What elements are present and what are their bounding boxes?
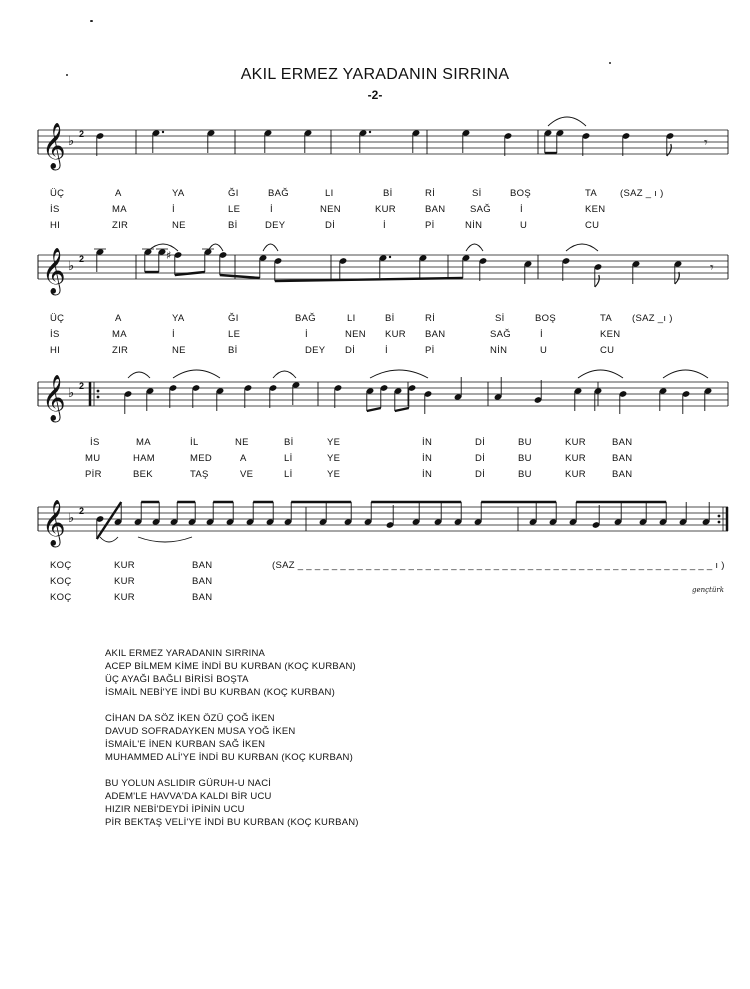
lyric-syllable: MA: [112, 329, 127, 340]
lyric-syllable: Lİ: [284, 469, 293, 480]
lyric-syllable: YE: [327, 469, 341, 480]
lyric-syllable: HAM: [133, 453, 156, 464]
lyric-syllable: BAN: [612, 437, 633, 448]
lyric-syllable: İ: [383, 220, 386, 231]
lyric-syllable: ZIR: [112, 345, 129, 356]
lyric-syllable: YA: [172, 313, 185, 324]
lyric-line: [0, 329, 690, 343]
verse-line: MUHAMMED ALİ'YE İNDİ BU KURBAN (KOÇ KURBAN): [105, 752, 353, 763]
lyric-syllable: İL: [190, 437, 199, 448]
music-system-2: [38, 243, 728, 303]
slur: [466, 244, 483, 251]
lyric-syllable: A: [240, 453, 247, 464]
lyric-syllable: ĞI: [228, 313, 239, 324]
lyric-line: [0, 345, 690, 359]
beam: [275, 278, 463, 281]
lyric-syllable: İ: [385, 345, 388, 356]
scan-speck: [66, 74, 68, 76]
slur: [173, 370, 220, 378]
lyric-syllable: BAN: [192, 592, 213, 603]
lyric-syllable: Sİ: [495, 313, 505, 324]
lyric-syllable: MA: [136, 437, 151, 448]
lyric-syllable: KOÇ: [50, 592, 72, 603]
time-signature: 2: [79, 129, 85, 140]
lyric-syllable: Rİ: [425, 188, 436, 199]
slur: [548, 117, 586, 126]
slur: [100, 537, 118, 542]
note-flag: [675, 272, 680, 284]
lyric-syllable: (SAZ _ ı ): [620, 188, 664, 199]
lyric-syllable: ĞI: [228, 188, 239, 199]
verse-line: ACEP BİLMEM KİME İNDİ BU KURBAN (KOÇ KURBAN): [105, 661, 356, 672]
lyric-syllable: BAN: [192, 560, 213, 571]
flat-icon: ♭: [68, 134, 75, 149]
staff-svg: [38, 370, 728, 430]
lyric-syllable: LI: [325, 188, 334, 199]
lyric-syllable: BU: [518, 469, 532, 480]
staff-svg: [38, 118, 728, 178]
lyric-line: [0, 204, 690, 218]
stanza: [105, 712, 359, 764]
verse-line: PİR BEKTAŞ VELİ'YE İNDİ BU KURBAN (KOÇ KURBAN): [105, 817, 359, 828]
lyric-syllable: YE: [327, 453, 341, 464]
eighth-rest-icon: 𝄾: [710, 259, 714, 276]
verse-line: HIZIR NEBİ'DEYDİ İPİNİN UCU: [105, 804, 245, 815]
lyric-syllable: KUR: [385, 329, 406, 340]
lyric-syllable: BOŞ: [535, 313, 556, 324]
lyric-line: [0, 560, 725, 574]
lyric-syllable: BAĞ: [295, 313, 316, 324]
lyric-syllable: Dİ: [475, 453, 486, 464]
lyric-syllable: İN: [422, 437, 433, 448]
slur: [578, 370, 623, 378]
lyric-syllable: BAN: [612, 469, 633, 480]
lyric-syllable: KUR: [114, 576, 135, 587]
page-number: -2-: [367, 88, 383, 102]
lyric-syllable: Bİ: [385, 313, 395, 324]
treble-clef-icon: 𝄞: [42, 248, 66, 294]
lyric-syllable: KUR: [565, 469, 586, 480]
lyric-syllable: KEN: [600, 329, 621, 340]
lyric-syllable: MU: [85, 453, 101, 464]
verse-line: CİHAN DA SÖZ İKEN ÖZÜ ÇOĞ İKEN: [105, 713, 275, 724]
lyric-syllable: BU: [518, 437, 532, 448]
staff-svg: [38, 495, 728, 555]
augmentation-dot: [369, 131, 371, 133]
lyric-syllable: ÜÇ: [50, 313, 65, 324]
lyric-syllable: TA: [585, 188, 598, 199]
lyric-syllable: BEK: [133, 469, 153, 480]
lyric-syllable: NEN: [320, 204, 341, 215]
scan-speck: [90, 20, 93, 22]
beam: [395, 408, 409, 411]
lyric-syllable: DEY: [305, 345, 326, 356]
lyric-line: [0, 220, 690, 234]
lyric-syllable: İS: [50, 204, 60, 215]
lyric-syllable: Lİ: [284, 453, 293, 464]
lyric-syllable: TA: [600, 313, 613, 324]
lyric-syllable: Bİ: [284, 437, 294, 448]
lyric-syllable: HI: [50, 345, 61, 356]
lyric-syllable: NE: [172, 220, 186, 231]
lyric-syllable: Dİ: [475, 437, 486, 448]
lyric-syllable: KUR: [565, 453, 586, 464]
augmentation-dot: [162, 131, 164, 133]
treble-clef-icon: 𝄞: [42, 123, 66, 169]
time-signature: 2: [79, 506, 85, 517]
lyric-syllable: NEN: [345, 329, 366, 340]
lyric-syllable: (SAZ _ı ): [632, 313, 673, 324]
lyric-line: [0, 576, 690, 590]
music-system-1: [38, 118, 728, 178]
music-system-3: [38, 370, 728, 430]
eighth-rest-icon: 𝄾: [704, 134, 708, 151]
lyric-syllable: Rİ: [425, 313, 436, 324]
lyric-syllable: KUR: [114, 592, 135, 603]
lyric-syllable: TAŞ: [190, 469, 209, 480]
lyric-syllable: LE: [228, 204, 241, 215]
scan-speck: [609, 62, 611, 64]
lyric-syllable: NE: [235, 437, 249, 448]
repeat-dot: [97, 396, 100, 399]
stanza: [105, 647, 359, 699]
beam: [175, 272, 205, 275]
lyric-syllable: Dİ: [325, 220, 336, 231]
lyric-syllable: PİR: [85, 469, 102, 480]
slur: [370, 370, 428, 378]
lyric-syllable: LE: [228, 329, 241, 340]
lyric-syllable: Pİ: [425, 345, 435, 356]
verse-line: ÜÇ AYAĞI BAĞLI BİRİSİ BOŞTA: [105, 674, 249, 685]
beam: [220, 275, 260, 278]
lyric-syllable: Pİ: [425, 220, 435, 231]
lyric-syllable: Sİ: [472, 188, 482, 199]
lyric-syllable: BAN: [192, 576, 213, 587]
lyric-syllable: Dİ: [345, 345, 356, 356]
verse-line: AKIL ERMEZ YARADANIN SIRRINA: [105, 648, 266, 659]
slur: [273, 371, 296, 378]
lyric-syllable: Bİ: [228, 220, 238, 231]
lyric-syllable: KOÇ: [50, 560, 72, 571]
lyric-syllable: KUR: [565, 437, 586, 448]
verse-line: İSMAİL'E İNEN KURBAN SAĞ İKEN: [105, 739, 266, 750]
lyric-syllable: HI: [50, 220, 61, 231]
lyric-syllable: İ: [172, 329, 175, 340]
lyric-syllable: BAN: [425, 204, 446, 215]
lyric-syllable: MA: [112, 204, 127, 215]
lyric-syllable: NİN: [490, 345, 508, 356]
verse-line: DAVUD SOFRADAYKEN MUSA YOĞ İKEN: [105, 726, 296, 737]
stanza: [105, 777, 359, 829]
lyric-syllable: NE: [172, 345, 186, 356]
verse-text: [105, 647, 359, 842]
note-flag: [595, 275, 600, 287]
staff-svg: [38, 243, 728, 303]
lyric-syllable: İS: [50, 329, 60, 340]
time-signature: 2: [79, 254, 85, 265]
lyric-syllable: SAĞ: [470, 204, 491, 215]
lyric-syllable: YA: [172, 188, 185, 199]
lyric-syllable: LI: [347, 313, 356, 324]
lyric-syllable: Bİ: [228, 345, 238, 356]
lyric-syllable: ÜÇ: [50, 188, 65, 199]
flat-icon: ♭: [68, 386, 75, 401]
lyric-syllable: İS: [90, 437, 100, 448]
lyric-line: [0, 453, 690, 467]
slur: [263, 244, 278, 251]
slur: [128, 372, 150, 378]
repeat-dot: [718, 521, 721, 524]
slur: [138, 537, 192, 542]
lyric-line: [0, 313, 690, 327]
lyric-syllable: Bİ: [383, 188, 393, 199]
repeat-dot: [97, 390, 100, 393]
lyric-syllable: DEY: [265, 220, 286, 231]
lyric-syllable: KUR: [375, 204, 396, 215]
lyric-syllable: MED: [190, 453, 213, 464]
lyric-syllable: U: [540, 345, 548, 356]
lyric-syllable: VE: [240, 469, 254, 480]
lyric-syllable: İ: [270, 204, 273, 215]
lyric-syllable: BAN: [425, 329, 446, 340]
treble-clef-icon: 𝄞: [42, 375, 66, 421]
lyric-syllable: BOŞ: [510, 188, 531, 199]
lyric-syllable: A: [115, 313, 122, 324]
verse-line: ADEM'LE HAVVA'DA KALDI BİR UCU: [105, 791, 272, 802]
lyric-syllable: CU: [600, 345, 615, 356]
verse-line: İSMAİL NEBİ'YE İNDİ BU KURBAN (KOÇ KURBAN): [105, 687, 335, 698]
lyric-syllable: İN: [422, 469, 433, 480]
lyric-syllable: İN: [422, 453, 433, 464]
flat-icon: ♭: [68, 511, 75, 526]
slur: [566, 244, 598, 251]
lyric-syllable: İ: [540, 329, 543, 340]
music-system-4: [38, 495, 728, 555]
lyric-syllable: U: [520, 220, 528, 231]
repeat-dot: [718, 515, 721, 518]
lyric-syllable: Dİ: [475, 469, 486, 480]
augmentation-dot: [389, 256, 391, 258]
lyric-syllable: İ: [305, 329, 308, 340]
slur: [663, 370, 708, 378]
lyric-syllable: NİN: [465, 220, 483, 231]
lyric-syllable: A: [115, 188, 122, 199]
lyric-syllable: CU: [585, 220, 600, 231]
lyric-syllable: İ: [172, 204, 175, 215]
lyric-line: [0, 592, 690, 606]
signature: gençtürk: [692, 586, 724, 594]
sharp-icon: ♯: [166, 249, 172, 262]
lyric-syllable: BAĞ: [268, 188, 289, 199]
lyric-syllable: SAĞ: [490, 329, 511, 340]
verse-line: BU YOLUN ASLIDIR GÜRUH-U NACİ: [105, 778, 272, 789]
lyric-syllable: KOÇ: [50, 576, 72, 587]
song-title: AKIL ERMEZ YARADANIN SIRRINA: [240, 66, 510, 83]
lyric-syllable: (SAZ _ _ _ _ _ _ _ _ _ _ _ _ _ _ _ _ _ _ _ _ _ _ _ _ _ _ _ _ _ _ _ _ _ _ _ _ _ _ _ _ _ _ _ _ _ _ _ _ _ ı ): [272, 560, 725, 571]
lyric-line: [0, 188, 690, 202]
lyric-syllable: ZIR: [112, 220, 129, 231]
treble-clef-icon: 𝄞: [42, 500, 66, 546]
lyric-syllable: KUR: [114, 560, 135, 571]
lyric-syllable: İ: [520, 204, 523, 215]
beam: [367, 408, 381, 411]
lyric-line: [0, 469, 690, 483]
lyric-line: [0, 437, 690, 451]
flat-icon: ♭: [68, 259, 75, 274]
lyric-syllable: YE: [327, 437, 341, 448]
lyric-syllable: KEN: [585, 204, 606, 215]
lyric-syllable: BAN: [612, 453, 633, 464]
time-signature: 2: [79, 381, 85, 392]
lyric-syllable: BU: [518, 453, 532, 464]
